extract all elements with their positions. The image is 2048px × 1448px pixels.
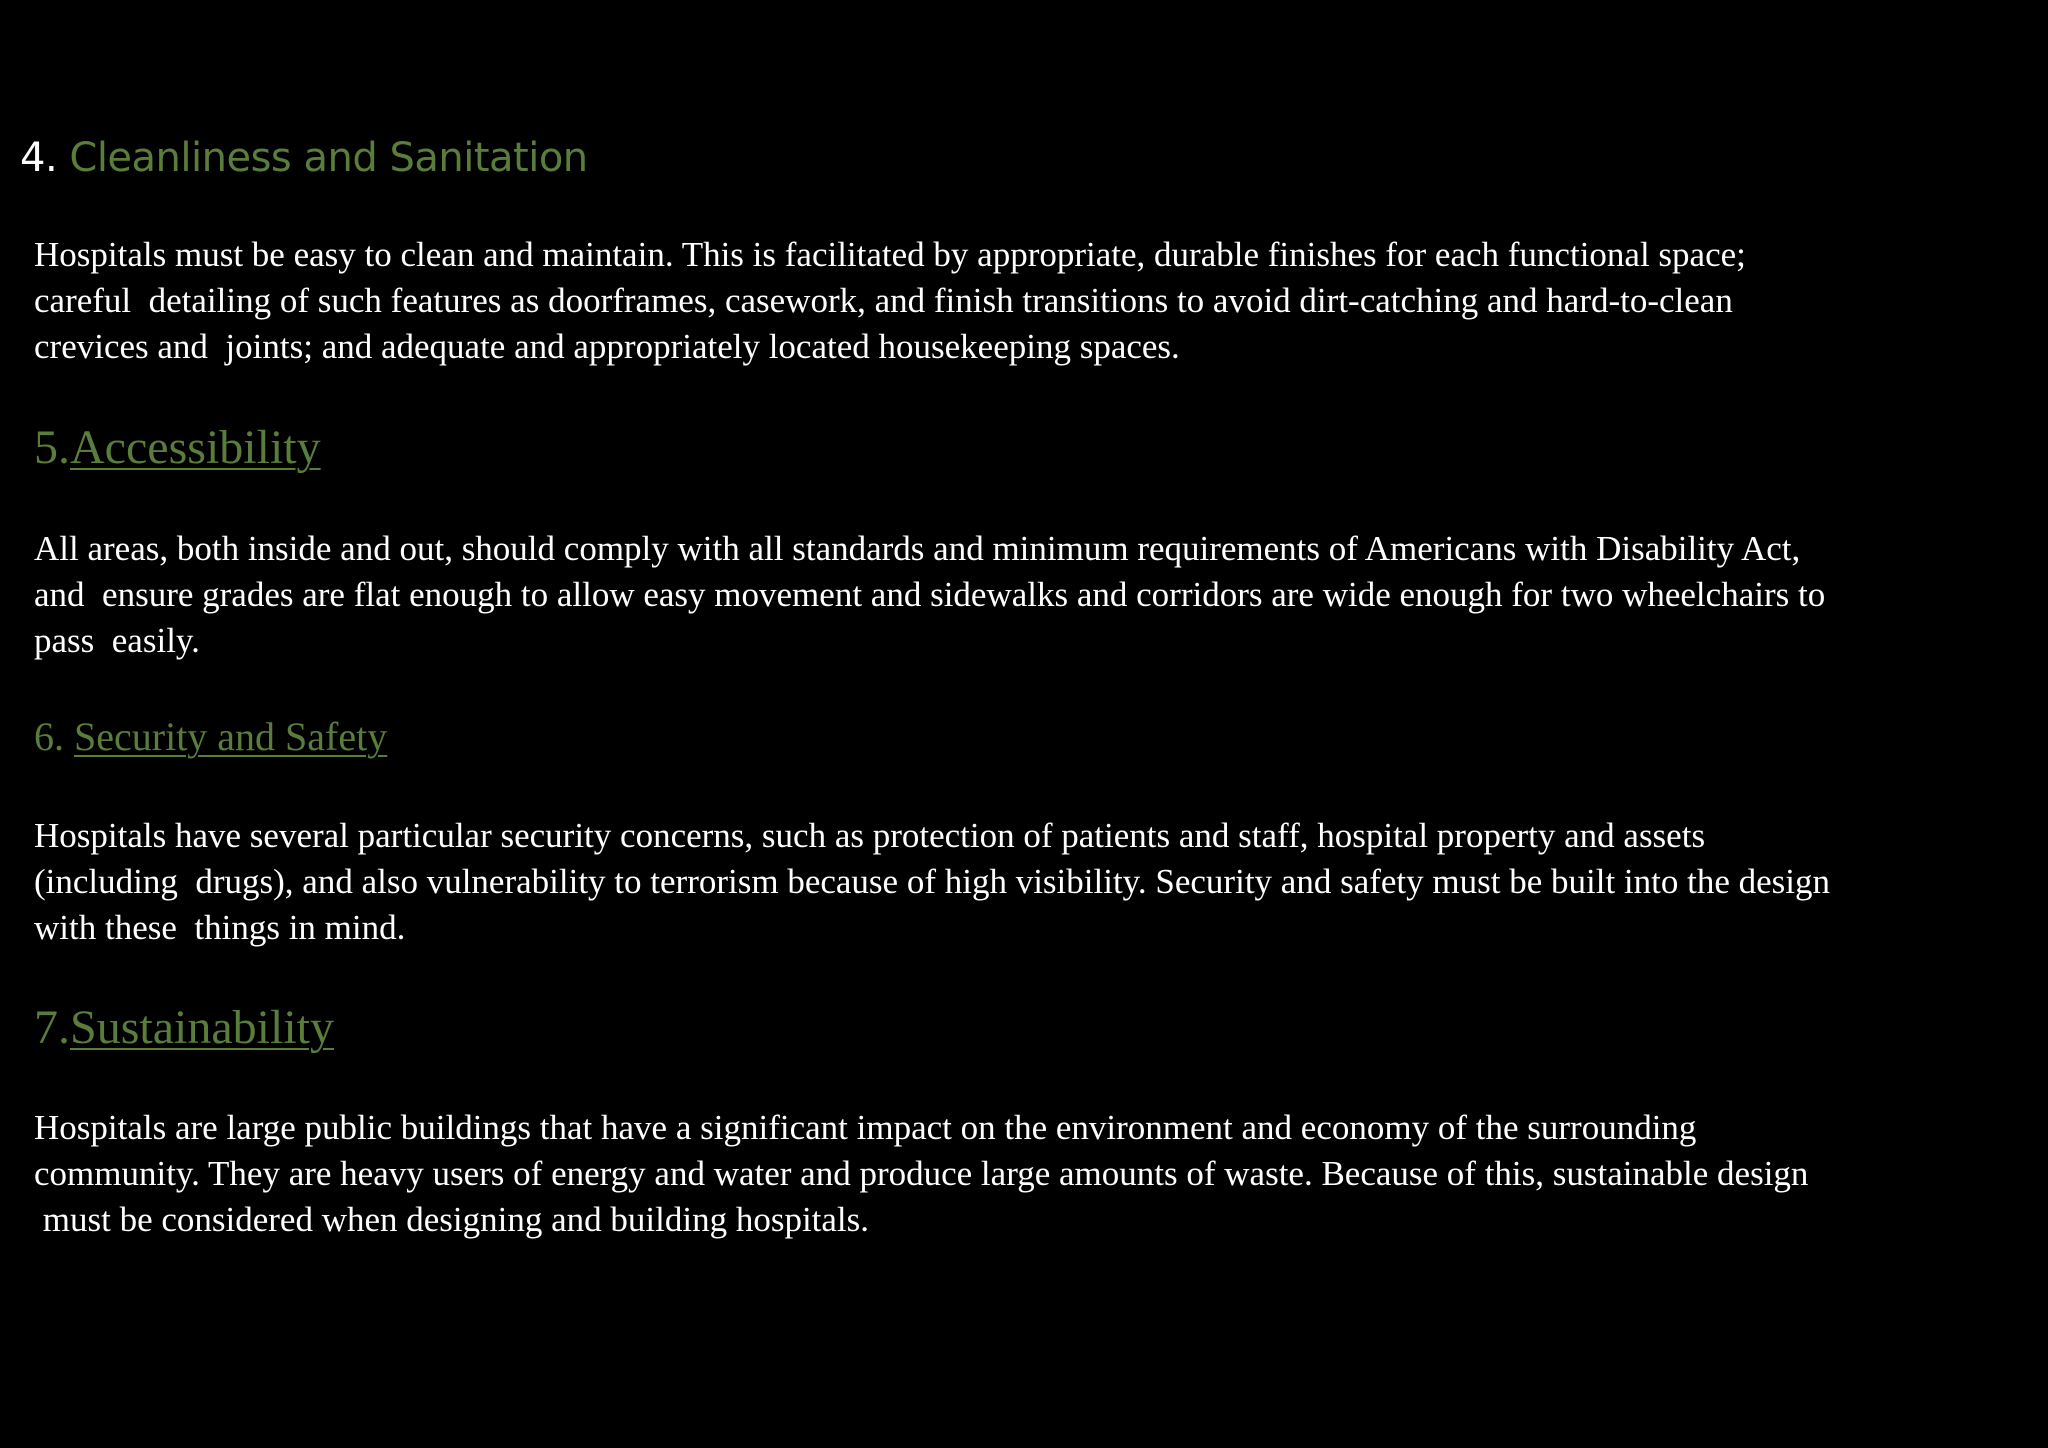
section-body-security: Hospitals have several particular security concerns, such as protection of patients and staff, hospital property and assets (including drugs), and also vulnerability to terrorism because of high visibility. Security and safety must be built into the design with these things in mind. <box>34 816 1831 947</box>
section-heading-security <box>34 710 387 764</box>
section-body-sustainability: Hospitals are large public buildings that have a significant impact on the environment and economy of the surrounding community. They are heavy users of energy and water and produce large amounts of waste. Because of this, sustainable design must be considered when designing and building hospitals. <box>34 1108 1809 1239</box>
section-heading-sustainability <box>34 998 334 1058</box>
section-body-cleanliness: Hospitals must be easy to clean and maintain. This is facilitated by appropriate, durable finishes for each functional space; careful detailing of such features as doorframes, casework, and finish transitions to avoid dirt-catching and hard-to-clean crevices and joints; and adequate and appropriately located housekeeping spaces. <box>34 235 1746 366</box>
section-number: 6. <box>34 714 74 759</box>
section-number: 7. <box>34 1001 70 1054</box>
section-number: 4. <box>20 135 70 181</box>
section-title: Security and Safety <box>74 714 388 759</box>
section-title: Accessibility <box>70 421 321 474</box>
section-heading-accessibility <box>34 418 321 478</box>
section-body-accessibility: All areas, both inside and out, should comply with all standards and minimum requirements of Americans with Disability Act, and ensure grades are flat enough to allow easy movement and sidewalks and corridors are wide enough for two wheelchairs to pass easily. <box>34 529 1826 660</box>
section-number: 5. <box>34 421 70 474</box>
section-heading-cleanliness <box>20 130 588 186</box>
section-title: Cleanliness and Sanitation <box>69 135 588 181</box>
section-title: Sustainability <box>70 1001 334 1054</box>
